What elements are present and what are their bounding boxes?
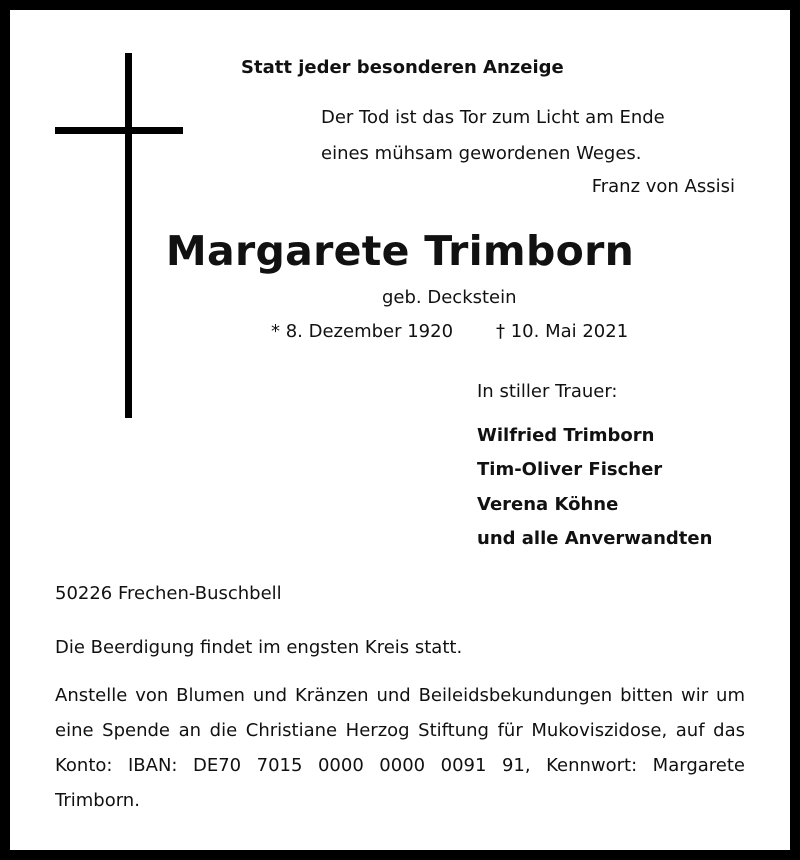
quote-author: Franz von Assisi (591, 176, 735, 197)
mourner-name: und alle Anverwandten (477, 528, 713, 549)
funeral-note: Die Beerdigung findet im engsten Kreis statt. (55, 637, 463, 658)
location: 50226 Frechen-Buschbell (55, 583, 282, 604)
maiden-name: geb. Deckstein (382, 287, 517, 308)
mourner-name: Tim-Oliver Fischer (477, 459, 663, 480)
quote-line-1: Der Tod ist das Tor zum Licht am Ende (321, 107, 665, 128)
deceased-name: Margarete Trimborn (165, 227, 635, 275)
birth-date: * 8. Dezember 1920 (271, 321, 454, 342)
notice-header: Statt jeder besonderen Anzeige (241, 57, 564, 78)
cross-horizontal-bar (55, 127, 183, 134)
mourning-intro: In stiller Trauer: (477, 381, 618, 402)
mourner-name: Wilfried Trimborn (477, 425, 655, 446)
quote-line-2: eines mühsam gewordenen Weges. (321, 143, 642, 164)
mourner-name: Verena Köhne (477, 494, 619, 515)
donation-note: Anstelle von Blumen und Kränzen und Beileidsbekundungen bitten wir um eine Spende an die Christiane Herzog Stiftung für Mukoviszidose, auf das Konto: IBAN: DE70 7015 0000 0000 0091 91, Kennwort: Margarete Trimborn. (55, 685, 745, 811)
death-date: † 10. Mai 2021 (496, 321, 629, 342)
